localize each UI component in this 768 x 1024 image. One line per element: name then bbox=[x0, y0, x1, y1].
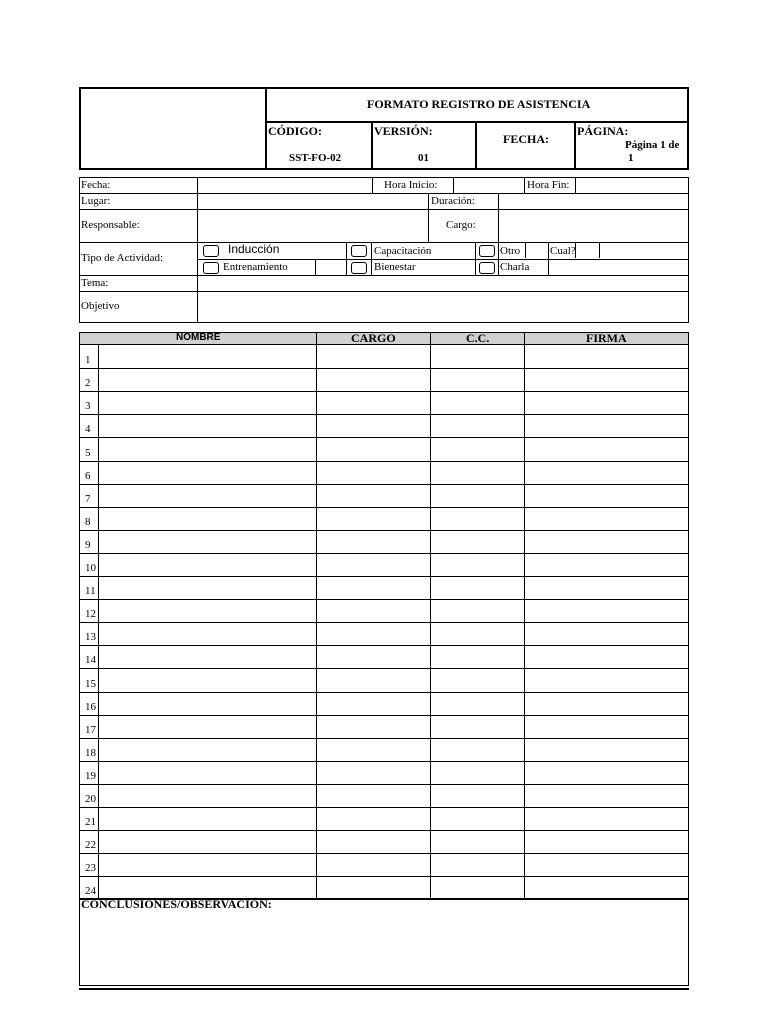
lugar-field[interactable] bbox=[198, 194, 428, 209]
row-number: 3 bbox=[85, 400, 91, 412]
row-number: 19 bbox=[85, 770, 96, 782]
row-number: 13 bbox=[85, 631, 96, 643]
table-row[interactable] bbox=[99, 877, 688, 899]
bienestar-checkbox[interactable] bbox=[351, 262, 367, 274]
tema-label: Tema: bbox=[81, 277, 109, 289]
row-number: 6 bbox=[85, 470, 91, 482]
table-row[interactable] bbox=[99, 577, 688, 599]
lugar-label: Lugar: bbox=[81, 195, 111, 207]
table-row[interactable] bbox=[99, 600, 688, 622]
fecha-header-label: FECHA: bbox=[503, 132, 549, 146]
hora-inicio-label: Hora Inicio: bbox=[384, 179, 438, 191]
codigo-label: CÓDIGO: bbox=[268, 124, 322, 138]
row-number: 7 bbox=[85, 493, 91, 505]
capacitacion-label: Capacitación bbox=[374, 245, 432, 257]
logo-area bbox=[81, 89, 265, 168]
charla-checkbox[interactable] bbox=[479, 262, 495, 274]
table-row[interactable] bbox=[99, 646, 688, 668]
cual-label: Cual? bbox=[550, 245, 576, 257]
row-number: 20 bbox=[85, 793, 96, 805]
cargo-header: CARGO bbox=[351, 331, 396, 345]
cual-field[interactable] bbox=[600, 243, 688, 258]
row-number: 21 bbox=[85, 816, 96, 828]
table-row[interactable] bbox=[99, 693, 688, 715]
table-row[interactable] bbox=[99, 762, 688, 784]
conclusiones-field[interactable] bbox=[80, 912, 688, 985]
otro-checkbox[interactable] bbox=[479, 245, 495, 257]
row-number: 5 bbox=[85, 447, 91, 459]
table-row[interactable] bbox=[99, 346, 688, 368]
pagina-label: PÁGINA: bbox=[577, 124, 629, 138]
table-row[interactable] bbox=[99, 669, 688, 691]
induccion-label: Inducción bbox=[228, 242, 280, 256]
row-number: 1 bbox=[85, 354, 91, 366]
otro-label: Otro bbox=[500, 245, 521, 257]
cc-header: C.C. bbox=[466, 331, 490, 345]
nombre-header: NOMBRE bbox=[176, 332, 221, 343]
row-number: 24 bbox=[85, 885, 96, 897]
table-row[interactable] bbox=[99, 739, 688, 761]
table-row[interactable] bbox=[99, 554, 688, 576]
table-row[interactable] bbox=[99, 438, 688, 460]
duracion-field[interactable] bbox=[499, 194, 688, 209]
fecha-label: Fecha: bbox=[81, 179, 111, 191]
form-title: FORMATO REGISTRO DE ASISTENCIA bbox=[367, 97, 591, 111]
table-row[interactable] bbox=[99, 485, 688, 507]
table-row[interactable] bbox=[99, 531, 688, 553]
firma-header: FIRMA bbox=[586, 331, 627, 345]
row-number: 9 bbox=[85, 539, 91, 551]
duracion-label: Duración: bbox=[431, 195, 475, 207]
table-row[interactable] bbox=[99, 508, 688, 530]
table-row[interactable] bbox=[99, 854, 688, 876]
pagina-value-line2: 1 bbox=[628, 152, 634, 164]
row-number: 4 bbox=[85, 423, 91, 435]
pagina-value-line1: Página 1 de bbox=[625, 139, 680, 151]
version-label: VERSIÓN: bbox=[374, 124, 433, 138]
row-number: 8 bbox=[85, 516, 91, 528]
row-number: 23 bbox=[85, 862, 96, 874]
table-row[interactable] bbox=[99, 369, 688, 391]
responsable-field[interactable] bbox=[198, 210, 428, 242]
codigo-value: SST-FO-02 bbox=[289, 152, 342, 164]
row-number: 2 bbox=[85, 377, 91, 389]
cargo-label: Cargo: bbox=[446, 219, 476, 231]
objetivo-label: Objetivo bbox=[81, 300, 120, 312]
entrenamiento-checkbox[interactable] bbox=[203, 262, 219, 274]
row-number: 18 bbox=[85, 747, 96, 759]
fecha-field[interactable] bbox=[198, 178, 372, 193]
objetivo-field[interactable] bbox=[198, 292, 688, 322]
table-row[interactable] bbox=[99, 785, 688, 807]
tema-field[interactable] bbox=[198, 276, 688, 291]
hora-fin-label: Hora Fin: bbox=[527, 179, 570, 191]
row-number: 15 bbox=[85, 678, 96, 690]
table-row[interactable] bbox=[99, 831, 688, 853]
table-row[interactable] bbox=[99, 716, 688, 738]
table-row[interactable] bbox=[99, 415, 688, 437]
responsable-label: Responsable: bbox=[81, 219, 140, 231]
table-row[interactable] bbox=[99, 808, 688, 830]
row-number: 14 bbox=[85, 654, 96, 666]
row-number: 16 bbox=[85, 701, 96, 713]
row-number: 12 bbox=[85, 608, 96, 620]
tipo-actividad-label: Tipo de Actividad: bbox=[81, 252, 164, 264]
version-value: 01 bbox=[418, 152, 429, 164]
row-number: 10 bbox=[85, 562, 96, 574]
row-number: 11 bbox=[85, 585, 96, 597]
hora-inicio-field[interactable] bbox=[454, 178, 524, 193]
induccion-checkbox[interactable] bbox=[203, 245, 219, 257]
hora-fin-field[interactable] bbox=[576, 178, 688, 193]
row-number: 17 bbox=[85, 724, 96, 736]
table-row[interactable] bbox=[99, 623, 688, 645]
capacitacion-checkbox[interactable] bbox=[351, 245, 367, 257]
conclusiones-label: CONCLUSIONES/OBSERVACIÓN: bbox=[81, 897, 272, 911]
bienestar-label: Bienestar bbox=[374, 261, 416, 273]
cargo-field[interactable] bbox=[499, 210, 688, 242]
entrenamiento-label: Entrenamiento bbox=[223, 261, 288, 273]
row-number: 22 bbox=[85, 839, 96, 851]
table-row[interactable] bbox=[99, 392, 688, 414]
charla-label: Charla bbox=[500, 261, 530, 273]
table-row[interactable] bbox=[99, 462, 688, 484]
